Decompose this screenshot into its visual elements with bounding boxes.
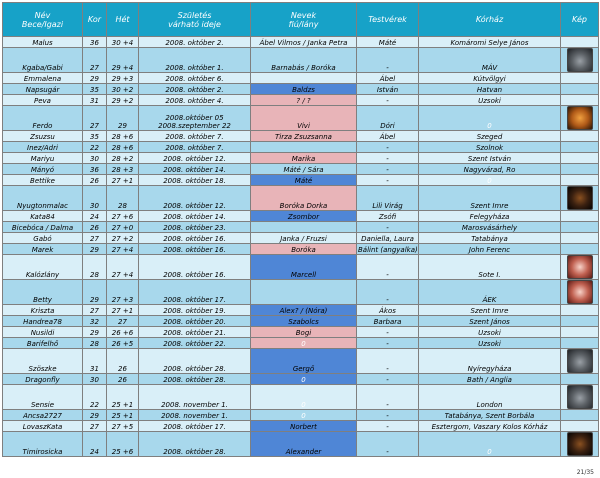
cell-szuletes[interactable]: 2008. október 17. — [139, 421, 251, 432]
cell-korhaz[interactable]: Nyíregyháza — [419, 349, 561, 374]
cell-nevek[interactable]: Máté / Sára — [251, 164, 357, 175]
cell-nev[interactable]: Kata84 — [3, 211, 83, 222]
cell-het[interactable]: 27 +2 — [107, 233, 139, 244]
cell-kor[interactable]: 35 — [83, 131, 107, 142]
cell-nevek[interactable]: Gergő — [251, 349, 357, 374]
cell-nev[interactable]: Bicebóca / Dalma — [3, 222, 83, 233]
cell-kep[interactable] — [561, 131, 599, 142]
cell-szuletes[interactable]: 2008. október 28. — [139, 374, 251, 385]
table-row — [3, 327, 599, 338]
cell-het[interactable]: 27 +3 — [107, 280, 139, 305]
table-row — [3, 338, 599, 349]
cell-nev[interactable]: Gabó — [3, 233, 83, 244]
cell-korhaz[interactable]: John Ferenc — [419, 244, 561, 255]
cell-kor[interactable]: 24 — [83, 432, 107, 457]
spreadsheet — [2, 2, 598, 457]
cell-szuletes[interactable]: 2008. október 12. — [139, 186, 251, 211]
cell-kep[interactable] — [561, 106, 599, 131]
cell-nevek[interactable]: Marika — [251, 153, 357, 164]
cell-szuletes[interactable]: 2008. október 18. — [139, 175, 251, 186]
cell-kep[interactable] — [561, 84, 599, 95]
cell-testverek[interactable]: Zsófi — [357, 211, 419, 222]
cell-korhaz[interactable]: Szent István — [419, 153, 561, 164]
cell-het[interactable]: 27 +4 — [107, 244, 139, 255]
cell-testverek[interactable]: - — [357, 95, 419, 106]
cell-szuletes[interactable]: 2008. október 16. — [139, 255, 251, 280]
cell-nev[interactable]: Malus — [3, 37, 83, 48]
cell-het[interactable]: 25 +1 — [107, 385, 139, 410]
cell-korhaz[interactable]: Sote I. — [419, 255, 561, 280]
cell-nev[interactable]: Betty — [3, 280, 83, 305]
cell-het[interactable]: 25 +1 — [107, 410, 139, 421]
cell-testverek[interactable]: Dóri — [357, 106, 419, 131]
cell-nevek[interactable]: Zsombor — [251, 211, 357, 222]
cell-kor[interactable]: 27 — [83, 106, 107, 131]
cell-korhaz[interactable]: Esztergom, Vaszary Kolos Kórház — [419, 421, 561, 432]
cell-szuletes[interactable]: 2008. október 20. — [139, 316, 251, 327]
cell-kep[interactable] — [561, 432, 599, 457]
table-row — [3, 211, 599, 222]
cell-szuletes[interactable]: 2008. október 21. — [139, 327, 251, 338]
cell-korhaz[interactable]: ÁEK — [419, 280, 561, 305]
cell-testverek[interactable]: - — [357, 421, 419, 432]
header-nevek[interactable]: Nevek fiú/lány — [251, 3, 357, 37]
cell-het[interactable]: 29 +2 — [107, 95, 139, 106]
cell-kep[interactable] — [561, 142, 599, 153]
cell-nevek[interactable]: 0 — [251, 385, 357, 410]
cell-kor[interactable]: 36 — [83, 164, 107, 175]
cell-nevek[interactable] — [251, 222, 357, 233]
cell-kor[interactable]: 29 — [83, 244, 107, 255]
cell-kor[interactable]: 27 — [83, 305, 107, 316]
cell-kep[interactable] — [561, 385, 599, 410]
cell-nevek[interactable]: Alex? / (Nóra) — [251, 305, 357, 316]
cell-kor[interactable]: 27 — [83, 421, 107, 432]
cell-nev[interactable]: Inez/Adri — [3, 142, 83, 153]
cell-het[interactable]: 27 — [107, 316, 139, 327]
cell-korhaz[interactable]: 0 — [419, 106, 561, 131]
cell-het[interactable]: 27 +4 — [107, 255, 139, 280]
cell-nev[interactable]: Zsuzsu — [3, 131, 83, 142]
cell-szuletes[interactable]: 2008. október 16. — [139, 244, 251, 255]
cell-kep[interactable] — [561, 186, 599, 211]
table-row — [3, 233, 599, 244]
cell-het[interactable]: 27 +1 — [107, 175, 139, 186]
cell-nev[interactable]: Peva — [3, 95, 83, 106]
cell-testverek[interactable]: - — [357, 385, 419, 410]
header-testverek[interactable]: Testvérek — [357, 3, 419, 37]
cell-kor[interactable]: 29 — [83, 73, 107, 84]
cell-testverek[interactable]: István — [357, 84, 419, 95]
cell-nev[interactable]: Barifelhő — [3, 338, 83, 349]
table-row — [3, 131, 599, 142]
cell-nev[interactable]: Nyugtonmalac — [3, 186, 83, 211]
header-het[interactable]: Hét — [107, 3, 139, 37]
cell-testverek[interactable]: Barbara — [357, 316, 419, 327]
cell-korhaz[interactable]: Marosvásárhely — [419, 222, 561, 233]
cell-kep[interactable] — [561, 349, 599, 374]
cell-nevek[interactable]: Boróka Dorka — [251, 186, 357, 211]
cell-kor[interactable]: 30 — [83, 186, 107, 211]
cell-nev[interactable]: Mányó — [3, 164, 83, 175]
cell-kep[interactable] — [561, 280, 599, 305]
cell-het[interactable]: 27 +6 — [107, 211, 139, 222]
cell-korhaz[interactable]: Szeged — [419, 131, 561, 142]
table-row — [3, 316, 599, 327]
cell-korhaz[interactable]: Tatabánya — [419, 233, 561, 244]
cell-testverek[interactable]: - — [357, 48, 419, 73]
cell-testverek[interactable]: Daniella, Laura — [357, 233, 419, 244]
cell-korhaz[interactable]: Hatvan — [419, 84, 561, 95]
pregnancy-table — [2, 2, 599, 457]
cell-szuletes[interactable]: 2008. október 28. — [139, 432, 251, 457]
ultrasound-thumbnail[interactable] — [567, 280, 593, 304]
cell-kor[interactable]: 36 — [83, 37, 107, 48]
ultrasound-thumbnail[interactable] — [567, 106, 593, 130]
cell-kor[interactable]: 22 — [83, 142, 107, 153]
cell-kor[interactable]: 30 — [83, 374, 107, 385]
table-row — [3, 244, 599, 255]
cell-kep[interactable] — [561, 164, 599, 175]
table-row — [3, 106, 599, 131]
cell-nevek[interactable] — [251, 142, 357, 153]
cell-kor[interactable]: 24 — [83, 211, 107, 222]
cell-testverek[interactable]: - — [357, 349, 419, 374]
table-row — [3, 142, 599, 153]
cell-szuletes[interactable]: 2008. október 2. — [139, 84, 251, 95]
cell-korhaz[interactable]: Uzsoki — [419, 327, 561, 338]
cell-kor[interactable]: 27 — [83, 233, 107, 244]
cell-nevek[interactable]: Bogi — [251, 327, 357, 338]
cell-nev[interactable]: Bettike — [3, 175, 83, 186]
cell-kor[interactable]: 29 — [83, 410, 107, 421]
cell-szuletes[interactable]: 2008. október 19. — [139, 305, 251, 316]
cell-het[interactable]: 25 +6 — [107, 432, 139, 457]
cell-nev[interactable]: Ferdo — [3, 106, 83, 131]
cell-korhaz[interactable]: Tatabánya, Szent Borbála — [419, 410, 561, 421]
cell-kor[interactable]: 30 — [83, 153, 107, 164]
table-row — [3, 48, 599, 73]
table-row — [3, 164, 599, 175]
cell-korhaz[interactable]: Szolnok — [419, 142, 561, 153]
cell-nev[interactable]: Sensie — [3, 385, 83, 410]
cell-kep[interactable] — [561, 327, 599, 338]
cell-testverek[interactable]: Bálint (angyalka) — [357, 244, 419, 255]
cell-kep[interactable] — [561, 421, 599, 432]
cell-nev[interactable]: Kriszta — [3, 305, 83, 316]
cell-nevek[interactable]: Norbert — [251, 421, 357, 432]
cell-testverek[interactable]: - — [357, 175, 419, 186]
cell-korhaz[interactable]: London — [419, 385, 561, 410]
cell-nevek[interactable]: Alexander — [251, 432, 357, 457]
cell-korhaz[interactable]: Szent János — [419, 316, 561, 327]
cell-kor[interactable]: 26 — [83, 222, 107, 233]
cell-nevek[interactable]: 0 — [251, 374, 357, 385]
ultrasound-thumbnail[interactable] — [567, 255, 593, 279]
cell-korhaz[interactable]: Felegyháza — [419, 211, 561, 222]
cell-korhaz[interactable]: Komáromi Selye János — [419, 37, 561, 48]
cell-nev[interactable]: Marek — [3, 244, 83, 255]
cell-het[interactable]: 26 — [107, 374, 139, 385]
cell-kep[interactable] — [561, 374, 599, 385]
cell-kep[interactable] — [561, 233, 599, 244]
cell-korhaz[interactable]: Szent Imre — [419, 305, 561, 316]
table-row — [3, 410, 599, 421]
ultrasound-thumbnail[interactable] — [567, 186, 593, 210]
cell-kep[interactable] — [561, 48, 599, 73]
table-row — [3, 421, 599, 432]
cell-het[interactable]: 29 +4 — [107, 48, 139, 73]
cell-szuletes[interactable]: 2008. november 1. — [139, 410, 251, 421]
cell-het[interactable]: 28 +3 — [107, 164, 139, 175]
cell-testverek[interactable]: - — [357, 222, 419, 233]
ultrasound-thumbnail[interactable] — [567, 385, 593, 409]
cell-szuletes[interactable]: 2008. október 2. — [139, 37, 251, 48]
table-row — [3, 432, 599, 457]
cell-testverek[interactable]: - — [357, 255, 419, 280]
cell-het[interactable]: 27 +0 — [107, 222, 139, 233]
cell-nev[interactable]: Handrea78 — [3, 316, 83, 327]
header-kor[interactable]: Kor — [83, 3, 107, 37]
cell-nevek[interactable]: ? / ? — [251, 95, 357, 106]
cell-het[interactable]: 30 +4 — [107, 37, 139, 48]
cell-nev[interactable]: Kalózlány — [3, 255, 83, 280]
cell-nevek[interactable] — [251, 73, 357, 84]
cell-nev[interactable]: Dragonfly — [3, 374, 83, 385]
table-row — [3, 186, 599, 211]
cell-het[interactable]: 26 +6 — [107, 327, 139, 338]
header-nev[interactable]: Név Bece/Igazi — [3, 3, 83, 37]
cell-nevek[interactable] — [251, 280, 357, 305]
cell-kor[interactable]: 29 — [83, 280, 107, 305]
cell-szuletes[interactable]: 2008. október 17. — [139, 280, 251, 305]
cell-het[interactable]: 28 +2 — [107, 153, 139, 164]
cell-nev[interactable]: Timirosicka — [3, 432, 83, 457]
table-row — [3, 280, 599, 305]
cell-kep[interactable] — [561, 37, 599, 48]
cell-testverek[interactable]: - — [357, 164, 419, 175]
cell-nev[interactable]: Szöszke — [3, 349, 83, 374]
cell-nevek[interactable]: Szabolcs — [251, 316, 357, 327]
table-row — [3, 305, 599, 316]
ultrasound-thumbnail[interactable] — [567, 432, 593, 456]
cell-nevek[interactable]: Barnabás / Boróka — [251, 48, 357, 73]
cell-nevek[interactable]: Máté — [251, 175, 357, 186]
table-row — [3, 153, 599, 164]
cell-het[interactable]: 28 +6 — [107, 142, 139, 153]
cell-kep[interactable] — [561, 95, 599, 106]
cell-testverek[interactable]: - — [357, 280, 419, 305]
cell-kor[interactable]: 32 — [83, 316, 107, 327]
cell-het[interactable]: 29 — [107, 106, 139, 131]
cell-szuletes[interactable]: 2008. október 22. — [139, 338, 251, 349]
cell-testverek[interactable]: - — [357, 153, 419, 164]
cell-testverek[interactable]: - — [357, 410, 419, 421]
cell-kor[interactable]: 28 — [83, 338, 107, 349]
cell-nevek[interactable]: Tirza Zsuzsanna — [251, 131, 357, 142]
cell-kep[interactable] — [561, 305, 599, 316]
cell-korhaz[interactable]: Bath / Anglia — [419, 374, 561, 385]
cell-testverek[interactable]: Máté — [357, 37, 419, 48]
cell-korhaz[interactable]: Szent Imre — [419, 186, 561, 211]
cell-kor[interactable]: 22 — [83, 385, 107, 410]
table-row — [3, 349, 599, 374]
cell-kep[interactable] — [561, 73, 599, 84]
cell-nev[interactable]: Kgaba/Gabi — [3, 48, 83, 73]
cell-nev[interactable]: Napsugár — [3, 84, 83, 95]
cell-testverek[interactable]: - — [357, 142, 419, 153]
cell-kor[interactable]: 31 — [83, 95, 107, 106]
table-row — [3, 175, 599, 186]
cell-kep[interactable] — [561, 211, 599, 222]
cell-het[interactable]: 27 +1 — [107, 305, 139, 316]
cell-kep[interactable] — [561, 338, 599, 349]
cell-kor[interactable]: 26 — [83, 175, 107, 186]
cell-korhaz[interactable]: Uzsoki — [419, 95, 561, 106]
cell-korhaz[interactable]: MÁV — [419, 48, 561, 73]
cell-szuletes[interactable]: 2008. október 28. — [139, 349, 251, 374]
page-number: 21/35 — [576, 469, 594, 476]
cell-nevek[interactable]: Janka / Fruzsi — [251, 233, 357, 244]
cell-szuletes[interactable]: 2008. október 7. — [139, 142, 251, 153]
cell-testverek[interactable]: - — [357, 338, 419, 349]
cell-kep[interactable] — [561, 222, 599, 233]
cell-het[interactable]: 26 +5 — [107, 338, 139, 349]
cell-szuletes[interactable]: 2008. október 16. — [139, 233, 251, 244]
cell-szuletes[interactable]: 2008. október 4. — [139, 95, 251, 106]
cell-nevek[interactable]: Marcell — [251, 255, 357, 280]
cell-kor[interactable]: 35 — [83, 84, 107, 95]
cell-szuletes[interactable]: 2008. október 1. — [139, 48, 251, 73]
cell-testverek[interactable]: - — [357, 327, 419, 338]
header-row — [3, 3, 599, 37]
cell-nevek[interactable]: Baldzs — [251, 84, 357, 95]
cell-kep[interactable] — [561, 255, 599, 280]
cell-szuletes[interactable]: 2008. október 7. — [139, 131, 251, 142]
cell-kor[interactable]: 28 — [83, 255, 107, 280]
cell-szuletes[interactable]: 2008. október 6. — [139, 73, 251, 84]
table-row — [3, 84, 599, 95]
table-row — [3, 255, 599, 280]
cell-szuletes[interactable]: 2008. október 14. — [139, 164, 251, 175]
cell-nevek[interactable]: 0 — [251, 410, 357, 421]
cell-nevek[interactable]: Vivi — [251, 106, 357, 131]
ultrasound-thumbnail[interactable] — [567, 349, 593, 373]
cell-kor[interactable]: 27 — [83, 48, 107, 73]
cell-kep[interactable] — [561, 153, 599, 164]
cell-kep[interactable] — [561, 316, 599, 327]
ultrasound-thumbnail[interactable] — [567, 48, 593, 72]
table-row — [3, 73, 599, 84]
table-row — [3, 385, 599, 410]
cell-kor[interactable]: 31 — [83, 349, 107, 374]
cell-nev[interactable]: Emmalena — [3, 73, 83, 84]
cell-szuletes[interactable]: 2008. október 23. — [139, 222, 251, 233]
cell-nev[interactable]: Nusildi — [3, 327, 83, 338]
cell-kep[interactable] — [561, 410, 599, 421]
cell-kep[interactable] — [561, 244, 599, 255]
header-szuletes[interactable]: Születés várható ideje — [139, 3, 251, 37]
cell-nevek[interactable]: Ábel Vilmos / Janka Petra — [251, 37, 357, 48]
cell-testverek[interactable]: Ábel — [357, 131, 419, 142]
header-korhaz[interactable]: Kórház — [419, 3, 561, 37]
cell-nevek[interactable]: 0 — [251, 338, 357, 349]
cell-nevek[interactable]: Boróka — [251, 244, 357, 255]
table-row — [3, 95, 599, 106]
cell-korhaz[interactable]: 0 — [419, 175, 561, 186]
cell-korhaz[interactable]: Kútvölgyi — [419, 73, 561, 84]
table-row — [3, 37, 599, 48]
cell-testverek[interactable]: - — [357, 374, 419, 385]
cell-korhaz[interactable]: Uzsoki — [419, 338, 561, 349]
cell-het[interactable]: 28 +6 — [107, 131, 139, 142]
cell-het[interactable]: 28 — [107, 186, 139, 211]
cell-nev[interactable]: Ancsa2727 — [3, 410, 83, 421]
cell-testverek[interactable]: Lili Virág — [357, 186, 419, 211]
cell-szuletes[interactable]: 2008.október 05 2008.szeptember 22 — [139, 106, 251, 131]
cell-szuletes[interactable]: 2008. október 12. — [139, 153, 251, 164]
cell-testverek[interactable]: Ábel — [357, 73, 419, 84]
header-kep[interactable]: Kép — [561, 3, 599, 37]
cell-het[interactable]: 26 — [107, 349, 139, 374]
cell-korhaz[interactable]: 0 — [419, 432, 561, 457]
cell-szuletes[interactable]: 2008. október 14. — [139, 211, 251, 222]
cell-testverek[interactable]: - — [357, 432, 419, 457]
cell-het[interactable]: 29 +3 — [107, 73, 139, 84]
cell-het[interactable]: 27 +5 — [107, 421, 139, 432]
cell-nev[interactable]: Mariyu — [3, 153, 83, 164]
table-row — [3, 374, 599, 385]
cell-het[interactable]: 30 +2 — [107, 84, 139, 95]
cell-korhaz[interactable]: Nagyvárad, Ro — [419, 164, 561, 175]
cell-kep[interactable] — [561, 175, 599, 186]
cell-szuletes[interactable]: 2008. november 1. — [139, 385, 251, 410]
cell-kor[interactable]: 29 — [83, 327, 107, 338]
table-row — [3, 222, 599, 233]
cell-nev[interactable]: LovaszKata — [3, 421, 83, 432]
cell-testverek[interactable]: Ákos — [357, 305, 419, 316]
